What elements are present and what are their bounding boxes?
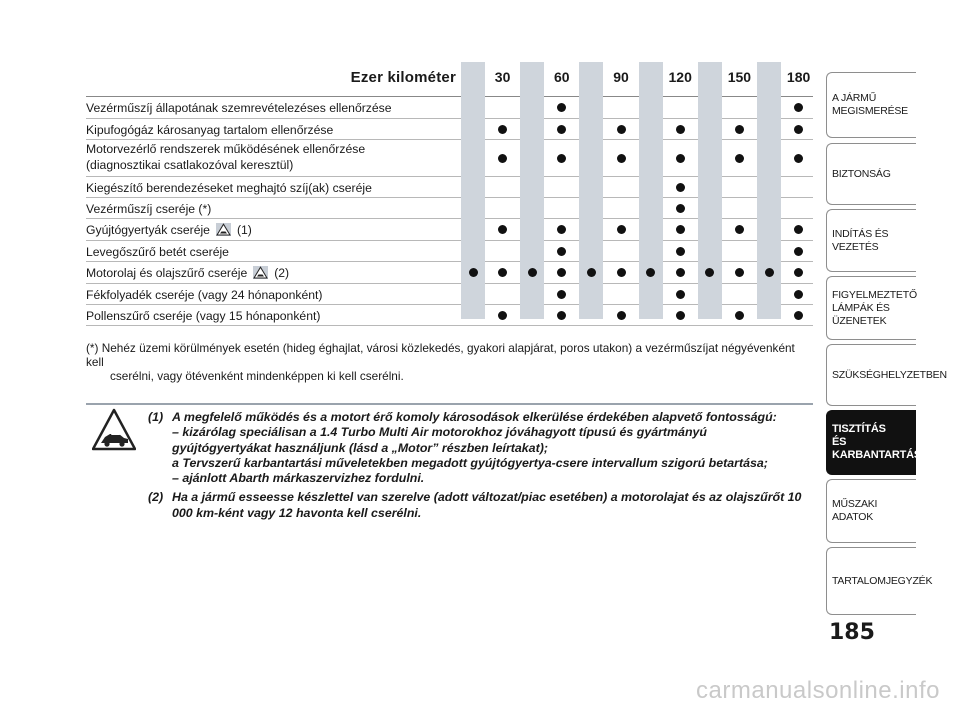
footnote-line-1: (*) Nehéz üzemi körülmények esetén (hideg éghajlat, városi közlekedés, gyakori alapjárat, poros utakon) a vezérműszíjat négyévenként kell	[86, 341, 795, 369]
schedule-dot	[735, 225, 744, 234]
chapter-tab-line: MŰSZAKI ADATOK	[832, 498, 878, 523]
chapter-tab-label	[832, 92, 917, 118]
note-line: Ha a jármű esseesse készlettel van szerelve (adott változat/piac esetében) a motorolajat és az olajszűrőt 10	[172, 490, 802, 505]
km-column-header: 180	[786, 69, 811, 85]
schedule-dot	[794, 247, 803, 256]
schedule-dot	[557, 125, 566, 134]
chapter-tab-line: LÁMPÁK ÉS ÜZENETEK	[832, 301, 890, 327]
schedule-dot	[794, 268, 803, 277]
column-stripe	[698, 62, 722, 319]
chapter-tab-line: SZÜKSÉGHELYZETBEN	[832, 368, 947, 381]
schedule-dot	[557, 311, 566, 320]
chapter-tab[interactable]	[826, 276, 916, 340]
row-label-text: Motorolaj és olajszűrő cseréje	[86, 266, 248, 280]
schedule-dot	[587, 268, 596, 277]
chapter-tab-label	[832, 368, 947, 382]
page-number: 185	[829, 620, 875, 645]
footnote	[86, 341, 806, 383]
chapter-tab-line: A JÁRMŰ	[832, 92, 877, 104]
maintenance-schedule-table	[86, 62, 813, 326]
note-number: (1)	[148, 410, 164, 424]
schedule-dot	[498, 125, 507, 134]
schedule-dot	[557, 268, 566, 277]
row-label-text: Vezérműszíj cseréje (*)	[86, 202, 212, 216]
row-label-text-2: (diagnosztikai csatlakozóval keresztül)	[86, 158, 294, 172]
row-label	[86, 284, 458, 303]
schedule-dot	[557, 247, 566, 256]
header-title: Ezer kilométer	[350, 69, 456, 86]
schedule-dot	[498, 268, 507, 277]
schedule-dot	[794, 154, 803, 163]
schedule-dot	[794, 290, 803, 299]
schedule-dot	[735, 125, 744, 134]
chapter-tab-label	[832, 423, 922, 462]
schedule-dot	[617, 154, 626, 163]
km-column-header: 120	[668, 69, 692, 85]
row-label	[86, 140, 458, 173]
row-label	[86, 241, 458, 260]
km-column-header: 60	[554, 69, 570, 85]
row-label-text: Pollenszűrő cseréje (vagy 15 hónaponként)	[86, 309, 321, 323]
schedule-dot	[794, 125, 803, 134]
schedule-dot	[794, 311, 803, 320]
row-label	[86, 219, 458, 238]
chapter-tab-label	[832, 574, 933, 588]
chapter-tab-label	[832, 289, 917, 328]
schedule-dot	[676, 311, 685, 320]
row-label	[86, 97, 458, 116]
notes-divider	[86, 403, 813, 405]
schedule-dot	[617, 268, 626, 277]
km-column-header: 150	[727, 69, 752, 85]
row-label	[86, 119, 458, 138]
schedule-dot	[557, 103, 566, 112]
schedule-dot	[765, 268, 774, 277]
row-label	[86, 262, 458, 281]
notes-block	[148, 410, 813, 525]
schedule-dot	[735, 154, 744, 163]
schedule-dot	[676, 154, 685, 163]
schedule-dot	[676, 225, 685, 234]
note-line: – kizárólag speciálisan a 1.4 Turbo Multi Air motorokhoz jóváhagyott típusú és gyártmányú	[172, 425, 707, 440]
column-stripe	[520, 62, 544, 319]
chapter-tab[interactable]	[826, 344, 947, 406]
chapter-tab-label	[832, 168, 917, 181]
row-label-ref: (1)	[236, 223, 252, 237]
note-line: A megfelelő működés és a motort érő komoly károsodások elkerülése érdekében alapvető fontosságú:	[172, 410, 777, 424]
chapter-tab-line: MEGISMERÉSE	[832, 105, 908, 117]
schedule-dot	[617, 311, 626, 320]
schedule-dot	[498, 311, 507, 320]
car-warning-triangle-icon	[253, 266, 268, 279]
row-label-ref: (2)	[274, 266, 290, 280]
chapter-tab[interactable]	[826, 209, 916, 272]
note-line: a Tervszerű karbantartási műveletekben megadott gyújtógyertya-csere intervallum szigorú betartása;	[172, 455, 768, 470]
row-label-text: Fékfolyadék cseréje (vagy 24 hónaponként)	[86, 288, 323, 302]
row-label-text: Kiegészítő berendezéseket meghajtó szíj(ak) cseréje	[86, 181, 372, 195]
schedule-dot	[557, 225, 566, 234]
note-item	[148, 410, 813, 486]
schedule-dot	[676, 247, 685, 256]
chapter-tab-label	[832, 228, 917, 254]
chapter-tab[interactable]	[826, 479, 916, 543]
schedule-dot	[676, 125, 685, 134]
car-warning-triangle-icon	[92, 408, 136, 452]
note-number: (2)	[148, 490, 164, 505]
car-warning-triangle-icon	[216, 223, 231, 236]
schedule-dot	[735, 311, 744, 320]
column-stripe	[461, 62, 485, 319]
chapter-tab-line: TARTALOMJEGYZÉK	[832, 574, 933, 587]
note-item	[148, 490, 813, 521]
watermark: carmanualsonline.info	[696, 677, 940, 704]
schedule-dot	[735, 268, 744, 277]
chapter-tab[interactable]	[826, 72, 916, 138]
row-label-text: Gyújtógyertyák cseréje	[86, 223, 210, 237]
note-body	[172, 490, 813, 521]
schedule-dot	[617, 225, 626, 234]
chapter-tab-line: ÉS KARBANTARTÁS	[832, 436, 922, 461]
chapter-tab-line: FIGYELMEZTETŐ	[832, 288, 917, 301]
schedule-dot	[794, 225, 803, 234]
chapter-tab-line: INDÍTÁS ÉS VEZETÉS	[832, 227, 889, 253]
chapter-tab-line: TISZTÍTÁS	[832, 423, 886, 435]
schedule-dot	[557, 290, 566, 299]
row-label-text: Vezérműszíj állapotának szemrevételezéses ellenőrzése	[86, 101, 392, 115]
schedule-dot	[617, 125, 626, 134]
column-stripe	[757, 62, 781, 319]
chapter-tab[interactable]	[826, 410, 922, 475]
km-column-header: 90	[613, 69, 629, 85]
schedule-dot	[676, 183, 685, 192]
schedule-dot	[528, 268, 537, 277]
chapter-tab-line: BIZTONSÁG	[832, 167, 891, 180]
row-label-text: Motorvezérlő rendszerek működésének ellenőrzése	[86, 142, 366, 156]
note-line: 000 km-ként vagy 12 havonta kell cserélni.	[172, 505, 422, 520]
schedule-dot	[794, 103, 803, 112]
column-stripe	[639, 62, 663, 319]
chapter-tab-label	[832, 498, 917, 524]
note-line: – ajánlott Abarth márkaszervizhez fordulni.	[172, 471, 425, 486]
note-line: gyújtógyertyákat használjunk (lásd a „Motor” részben leírtakat);	[172, 440, 548, 455]
row-label-text: Levegőszűrő betét cseréje	[86, 245, 229, 259]
schedule-dot	[676, 268, 685, 277]
row-label	[86, 305, 458, 324]
note-body	[172, 410, 813, 486]
schedule-dot	[498, 154, 507, 163]
schedule-dot	[557, 154, 566, 163]
footnote-line-2: cserélni, vagy ötévenként mindenképpen ki kell cserélni.	[110, 369, 404, 383]
schedule-dot	[469, 268, 478, 277]
row-label-text: Kipufogógáz károsanyag tartalom ellenőrzése	[86, 123, 334, 137]
schedule-dot	[676, 204, 685, 213]
schedule-dot	[498, 225, 507, 234]
row-label	[86, 177, 458, 196]
chapter-tab[interactable]	[826, 143, 916, 205]
column-stripe	[579, 62, 603, 319]
km-column-header: 30	[494, 69, 511, 85]
schedule-dot	[676, 290, 685, 299]
row-label	[86, 198, 458, 217]
chapter-tab[interactable]	[826, 547, 933, 615]
